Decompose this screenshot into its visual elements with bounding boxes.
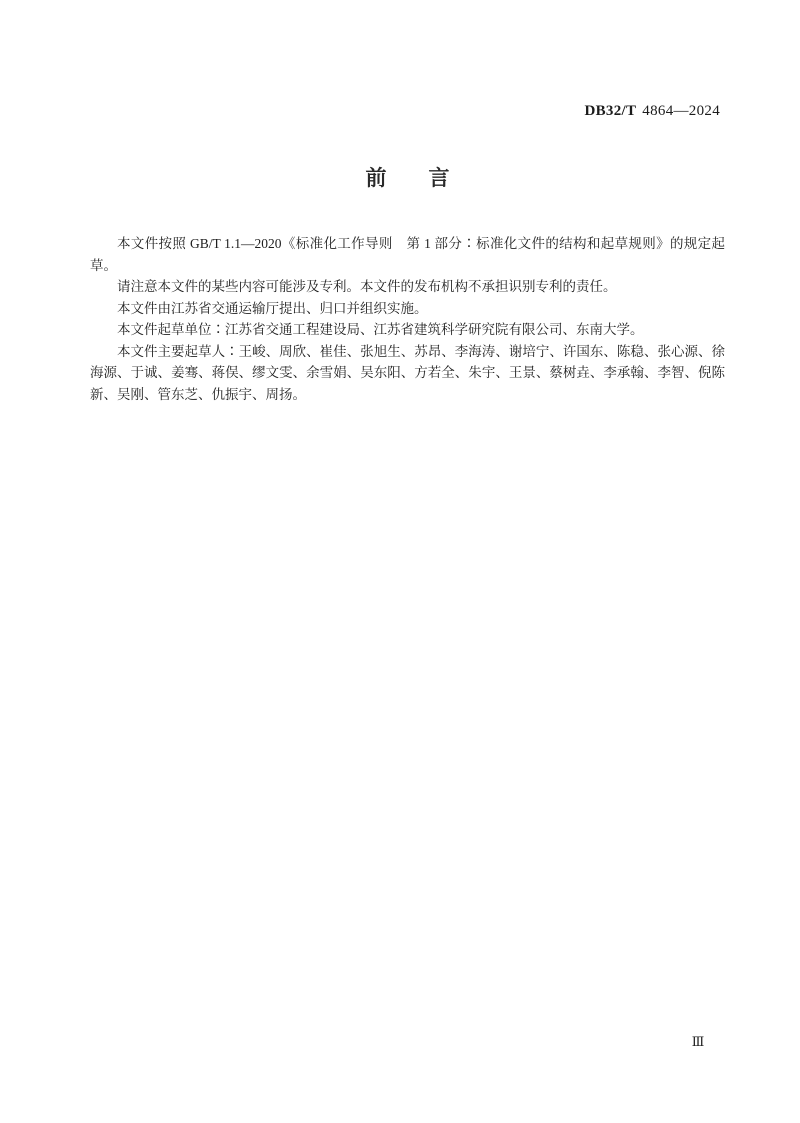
paragraph-main-drafters: 本文件主要起草人∶王峻、周欣、崔佳、张旭生、苏昂、李海涛、谢培宁、许国东、陈稳、张心源、徐海源、于诚、姜骞、蒋俣、缪文雯、余雪娟、吴东阳、方若全、朱宇、王景、蔡树垚、李承翰、李智、倪陈新、吴刚、管东芝、仇振宇、周扬。	[90, 343, 725, 402]
foreword-body	[90, 233, 725, 405]
doc-code	[584, 103, 720, 120]
paragraph-drafting-organizations: 本文件起草单位∶江苏省交通工程建设局、江苏省建筑科学研究院有限公司、东南大学。	[117, 322, 644, 337]
paragraph-patent-notice: 请注意本文件的某些内容可能涉及专利。本文件的发布机构不承担识别专利的责任。	[117, 279, 617, 294]
doc-code-prefix: DB32/T	[584, 103, 637, 119]
doc-code-number: 4864—2024	[642, 103, 720, 119]
page-number: Ⅲ	[691, 1034, 705, 1049]
foreword-title: 前 言	[365, 167, 450, 190]
paragraph-drafting-basis: 本文件按照 GB/T 1.1—2020《标准化工作导则 第 1 部分∶标准化文件的结构和起草规则》的规定起草。	[90, 236, 725, 273]
paragraph-issuing-authority: 本文件由江苏省交通运输厅提出、归口并组织实施。	[117, 300, 428, 316]
